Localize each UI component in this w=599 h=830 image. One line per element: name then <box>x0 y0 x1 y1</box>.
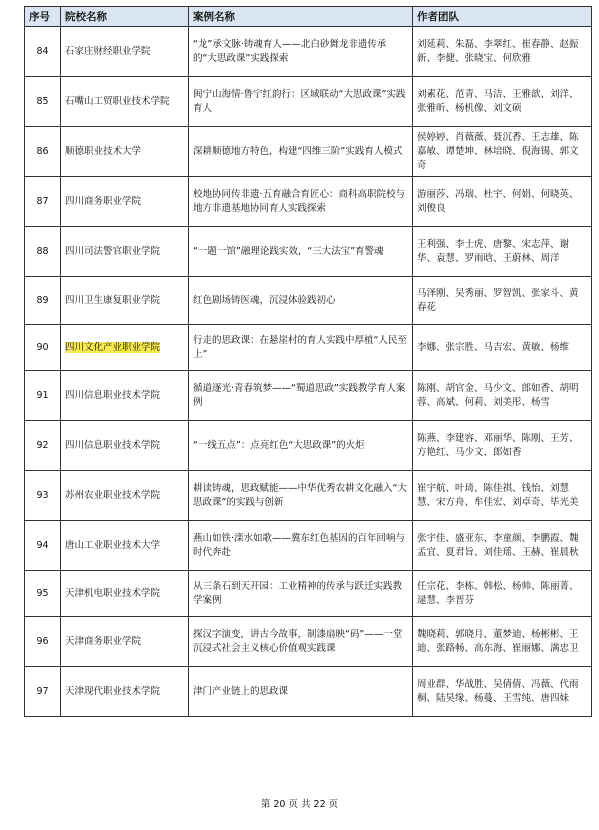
school-name: 四川信息职业技术学院 <box>61 421 189 471</box>
row-number: 84 <box>25 27 61 77</box>
row-number: 97 <box>25 667 61 717</box>
row-number: 91 <box>25 371 61 421</box>
case-name: 耕读铸魂，思政赋能——中华优秀农耕文化融入“大思政课”的实践与创新 <box>189 471 413 521</box>
school-name: 天津商务职业学院 <box>61 617 189 667</box>
table-row <box>25 421 592 471</box>
header-authors: 作者团队 <box>413 7 592 27</box>
table-row <box>25 667 592 717</box>
school-name: 石嘴山工贸职业技术学院 <box>61 77 189 127</box>
row-number: 93 <box>25 471 61 521</box>
author-team: 任宗花、李栋、韩松、杨帅、陈丽菁、逯慧、李晋芬 <box>413 571 592 617</box>
table-row <box>25 571 592 617</box>
case-name: “一题一馆”融理论践实效，“三大法宝”育警魂 <box>189 227 413 277</box>
author-team: 王利强、李士虎、唐黎、宋志萍、谢华、袁慧、罗雨晗、王蔚林、周洋 <box>413 227 592 277</box>
case-table <box>24 6 592 717</box>
author-team: 李娜、张宗胜、马吉宏、黄敏、杨维 <box>413 325 592 371</box>
table-row <box>25 177 592 227</box>
case-name: 燕山如铁·滦水如歌——冀东红色基因的百年回响与时代奔赴 <box>189 521 413 571</box>
row-number: 86 <box>25 127 61 177</box>
author-team: 刘延莉、朱磊、李翠红、崔春静、赵振新、李健、张晓宝、何欣雅 <box>413 27 592 77</box>
school-name: 四川商务职业学院 <box>61 177 189 227</box>
school-name: 天津现代职业技术学院 <box>61 667 189 717</box>
school-name: 四川卫生康复职业学院 <box>61 277 189 325</box>
school-name: 天津机电职业技术学院 <box>61 571 189 617</box>
case-name: 津门产业链上的思政课 <box>189 667 413 717</box>
table-row <box>25 471 592 521</box>
author-team: 马泽刚、吴秀丽、罗智凯、张家斗、黄春花 <box>413 277 592 325</box>
author-team: 刘素花、范青、马洁、王雅歆、刘洋、张雅昕、杨机像、刘文硕 <box>413 77 592 127</box>
case-name: 循道逐光·青春筑梦——“蜀道思政”实践教学育人案例 <box>189 371 413 421</box>
case-name: “龙”承文脉·铸魂育人——北白砂舞龙非遗传承的“大思政课”实践探索 <box>189 27 413 77</box>
case-name: 行走的思政课：在悬崖村的育人实践中厚植“人民至上” <box>189 325 413 371</box>
row-number: 89 <box>25 277 61 325</box>
school-name: 唐山工业职业技术大学 <box>61 521 189 571</box>
row-number: 95 <box>25 571 61 617</box>
header-case: 案例名称 <box>189 7 413 27</box>
row-number: 96 <box>25 617 61 667</box>
table-header-row <box>25 7 592 27</box>
row-number: 90 <box>25 325 61 371</box>
school-name <box>61 325 189 371</box>
case-name: 闽宁山海情·鲁宁红韵行：区域联动“大思政课”实践育人 <box>189 77 413 127</box>
case-name: 探汉字演变，讲古今故事，制漆扇映“码”——一堂沉浸式社会主义核心价值观实践课 <box>189 617 413 667</box>
table-row <box>25 325 592 371</box>
school-name: 四川信息职业技术学院 <box>61 371 189 421</box>
row-number: 94 <box>25 521 61 571</box>
row-number: 85 <box>25 77 61 127</box>
table-row <box>25 277 592 325</box>
highlighted-school-name: 四川文化产业职业学院 <box>65 341 161 353</box>
author-team: 陈刚、胡官金、马少文、郎如香、胡明蓉、高斌、何莉、刘美彤、杨雪 <box>413 371 592 421</box>
case-name: 深耕顺德地方特色，构建“四维三阶”实践育人模式 <box>189 127 413 177</box>
table-row <box>25 77 592 127</box>
author-team: 张宇佳、盛亚东、李童颜、李鹏霞、魏孟宜、夏君旨、刘佳瑶、王赫、崔晨秋 <box>413 521 592 571</box>
author-team: 侯婷婷、肖薇薇、聂沉香、王志雄、陈嘉敏、谭楚坤、林培晓、倪海锡、郭文奇 <box>413 127 592 177</box>
header-no: 序号 <box>25 7 61 27</box>
author-team: 周业群、华战胜、吴倩倩、冯薇、代雨桐、陆昊缘、杨蔓、王雪纯、唐四妹 <box>413 667 592 717</box>
table-row <box>25 27 592 77</box>
table-row <box>25 521 592 571</box>
author-team: 魏晓莉、郭晓月、董梦迪、杨彬彬、王迪、张路畅、高东海、崔丽娜、满忠卫 <box>413 617 592 667</box>
case-name: 红色剧场铸医魂，沉浸体验践初心 <box>189 277 413 325</box>
row-number: 92 <box>25 421 61 471</box>
case-name: “一线五点”：点亮红色“大思政课”的火炬 <box>189 421 413 471</box>
table-row <box>25 127 592 177</box>
author-team: 游丽莎、冯瑞、杜宇、何娟、何晓英、刘俊良 <box>413 177 592 227</box>
table-row <box>25 227 592 277</box>
table-row <box>25 371 592 421</box>
row-number: 87 <box>25 177 61 227</box>
header-school: 院校名称 <box>61 7 189 27</box>
row-number: 88 <box>25 227 61 277</box>
case-name: 从三条石到天开园：工业精神的传承与跃迁实践教学案例 <box>189 571 413 617</box>
school-name: 顺德职业技术大学 <box>61 127 189 177</box>
school-name: 四川司法警官职业学院 <box>61 227 189 277</box>
table-row <box>25 617 592 667</box>
author-team: 崔宇航、叶琦、陈佳祺、钱怡、刘慧慧、宋方舟、牟佳宏、刘卓奇、毕光美 <box>413 471 592 521</box>
page-footer: 第 20 页 共 22 页 <box>260 799 339 810</box>
school-name: 石家庄财经职业学院 <box>61 27 189 77</box>
school-name: 苏州农业职业技术学院 <box>61 471 189 521</box>
case-name: 校地协同传非遗·五育融合育匠心：商科高职院校与地方非遗基地协同育人实践探索 <box>189 177 413 227</box>
author-team: 陈燕、李建容、邓丽华、陈刚、王芳、方艳红、马少文、郎如香 <box>413 421 592 471</box>
